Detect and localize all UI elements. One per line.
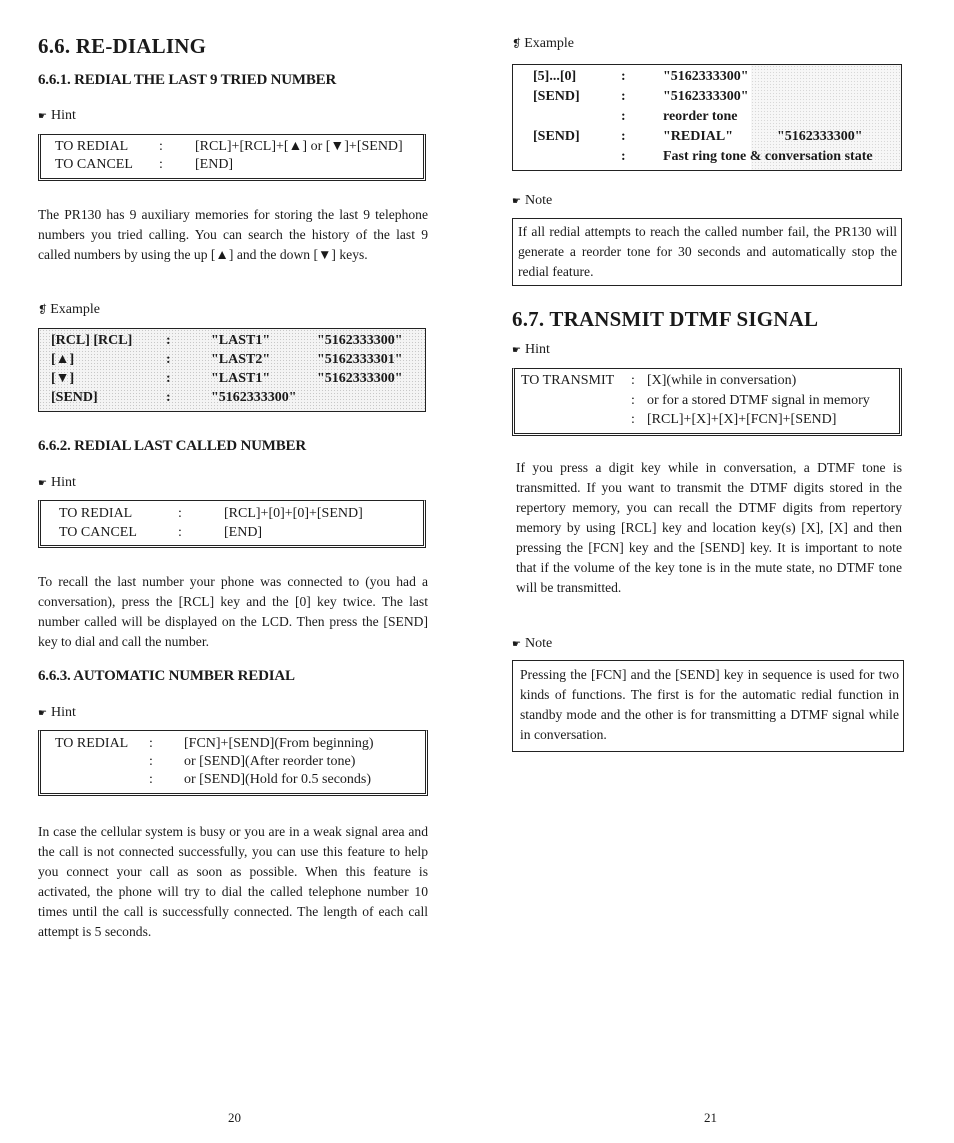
hint-heading	[38, 108, 76, 124]
paragraph-dtmf: If you press a digit key while in conversation, a DTMF tone is transmitted. If you want to transmit the DTMF digits stored in the repertory memory, you can recall the DTMF digits from repertory memory by using [RCL] key and location key(s) [X], [X] and then pressing the [FCN] key and the [SEND] key. It is important to note that if the volume of the key tone is in the mute state, no DTMF tone will be transmitted.	[516, 460, 902, 595]
page-number-left: 20	[228, 1110, 241, 1125]
pointing-hand-icon: ☛	[38, 111, 47, 122]
example-separator: :	[166, 371, 171, 386]
example-mark-icon: ❡	[512, 38, 522, 50]
example-key: [RCL] [RCL]	[51, 333, 133, 348]
example-display: reorder tone	[663, 109, 738, 124]
hint-key: TO CANCEL	[55, 157, 133, 172]
pointing-hand-icon: ☛	[512, 196, 521, 207]
note-box-fcn-send	[512, 660, 904, 752]
example-separator: :	[621, 69, 626, 84]
example-display: "5162333300"	[663, 69, 749, 84]
hint-value: or [SEND](Hold for 0.5 seconds)	[184, 772, 372, 787]
hint-label: Hint	[50, 108, 76, 123]
pointing-hand-icon: ☛	[38, 478, 47, 489]
hint-value: or [SEND](After reorder tone)	[184, 754, 356, 769]
subsection-title-6-6-3: 6.6.3. AUTOMATIC NUMBER REDIAL	[38, 668, 295, 684]
hint-value: [END]	[195, 157, 234, 172]
hint-label: Hint	[50, 705, 76, 720]
hint-separator: :	[149, 754, 153, 769]
hint-separator: :	[631, 412, 635, 427]
hint-separator: :	[159, 157, 163, 172]
hint-box-redial-last-9	[38, 134, 426, 181]
example-number: "5162333300"	[317, 371, 403, 386]
hint-key: TO REDIAL	[55, 736, 129, 751]
hint-value: [RCL]+[X]+[X]+[FCN]+[SEND]	[647, 412, 837, 427]
hint-key: TO TRANSMIT	[521, 373, 615, 388]
example-heading	[38, 302, 100, 318]
example-key: [5]...[0]	[533, 69, 577, 84]
pointing-hand-icon: ☛	[512, 639, 521, 650]
example-key: [SEND]	[51, 390, 98, 405]
example-display: Fast ring tone & conversation state	[663, 149, 873, 164]
hint-separator: :	[631, 373, 635, 388]
example-separator: :	[621, 149, 626, 164]
example-display: "LAST1"	[211, 333, 271, 348]
hint-heading	[512, 342, 550, 358]
example-display: "LAST1"	[211, 371, 271, 386]
subsection-title-6-6-2: 6.6.2. REDIAL LAST CALLED NUMBER	[38, 438, 306, 454]
hint-separator: :	[149, 736, 153, 751]
example-separator: :	[621, 109, 626, 124]
example-key: [SEND]	[533, 129, 580, 144]
hint-key: TO REDIAL	[59, 506, 133, 521]
hint-heading	[38, 705, 76, 721]
paragraph-last-called: To recall the last number your phone was connected to (you had a conversation), press the [RCL] key and the [0] key twice. The last number called will be displayed on the LCD. Then press the [SEND] key to dial and call the number.	[38, 574, 428, 649]
section-title-6-6: 6.6. RE-DIALING	[38, 34, 207, 58]
note-heading	[512, 193, 552, 209]
example-separator: :	[166, 390, 171, 405]
note-box-redial-fail	[512, 218, 902, 286]
hint-value: [X](while in conversation)	[647, 373, 797, 388]
hint-box-redial-last-called	[38, 500, 426, 548]
hint-value: [FCN]+[SEND](From beginning)	[184, 736, 374, 751]
note-label: Note	[524, 636, 553, 651]
hint-value: or for a stored DTMF signal in memory	[647, 393, 870, 408]
note-heading	[512, 636, 552, 652]
note-text: Pressing the [FCN] and the [SEND] key in sequence is used for two kinds of functions. The first is for the automatic redial function in standby mode and the other is for transmitting a DTMF signal while in conversation.	[520, 667, 899, 742]
note-text: If all redial attempts to reach the called number fail, the PR130 will generate a reorder tone for 30 seconds and automatically stop the redial feature.	[518, 224, 897, 279]
example-display: "REDIAL"	[663, 129, 733, 144]
section-title-6-7: 6.7. TRANSMIT DTMF SIGNAL	[512, 307, 819, 331]
hint-label: Hint	[524, 342, 550, 357]
hint-separator: :	[178, 506, 182, 521]
example-separator: :	[166, 333, 171, 348]
example-box-redial-history	[38, 328, 426, 412]
page-number-right: 21	[704, 1110, 717, 1125]
subsection-title-6-6-1: 6.6.1. REDIAL THE LAST 9 TRIED NUMBER	[38, 72, 337, 88]
example-number: "5162333301"	[317, 352, 403, 367]
hint-separator: :	[149, 772, 153, 787]
example-number: "5162333300"	[777, 129, 863, 144]
hint-separator: :	[631, 393, 635, 408]
example-display: "5162333300"	[211, 390, 297, 405]
hint-heading	[38, 475, 76, 491]
hint-label: Hint	[50, 475, 76, 490]
example-key: [SEND]	[533, 89, 580, 104]
example-mark-icon: ❡	[38, 304, 48, 316]
hint-key: TO REDIAL	[55, 139, 129, 154]
hint-value: [RCL]+[0]+[0]+[SEND]	[224, 506, 363, 521]
pointing-hand-icon: ☛	[38, 708, 47, 719]
note-label: Note	[524, 193, 553, 208]
example-number: "5162333300"	[317, 333, 403, 348]
hint-value: [END]	[224, 525, 263, 540]
example-separator: :	[621, 89, 626, 104]
example-label: Example	[524, 36, 574, 51]
example-key: [▲]	[51, 352, 75, 367]
example-display: "5162333300"	[663, 89, 749, 104]
paragraph-last-9: The PR130 has 9 auxiliary memories for storing the last 9 telephone numbers you tried calling. You can search the history of the last 9 called numbers by using the up [▲] and the down [▼] keys.	[38, 207, 428, 262]
hint-box-transmit-dtmf	[512, 368, 902, 436]
example-separator: :	[621, 129, 626, 144]
example-heading	[512, 36, 574, 52]
pointing-hand-icon: ☛	[512, 345, 521, 356]
hint-separator: :	[178, 525, 182, 540]
hint-separator: :	[159, 139, 163, 154]
example-box-auto-redial	[512, 64, 902, 171]
example-label: Example	[50, 302, 100, 317]
example-separator: :	[166, 352, 171, 367]
example-display: "LAST2"	[211, 352, 271, 367]
hint-key: TO CANCEL	[59, 525, 137, 540]
paragraph-auto-redial: In case the cellular system is busy or you are in a weak signal area and the call is not connected successfully, you can use this feature to help you connect your call as soon as possible. When this feature is activated, the phone will try to dial the called telephone number 10 times until the call is successfully connected. The length of each call attempt is 5 seconds.	[38, 824, 428, 939]
hint-value: [RCL]+[RCL]+[▲] or [▼]+[SEND]	[195, 139, 403, 154]
example-key: [▼]	[51, 371, 75, 386]
hint-box-auto-redial	[38, 730, 428, 796]
